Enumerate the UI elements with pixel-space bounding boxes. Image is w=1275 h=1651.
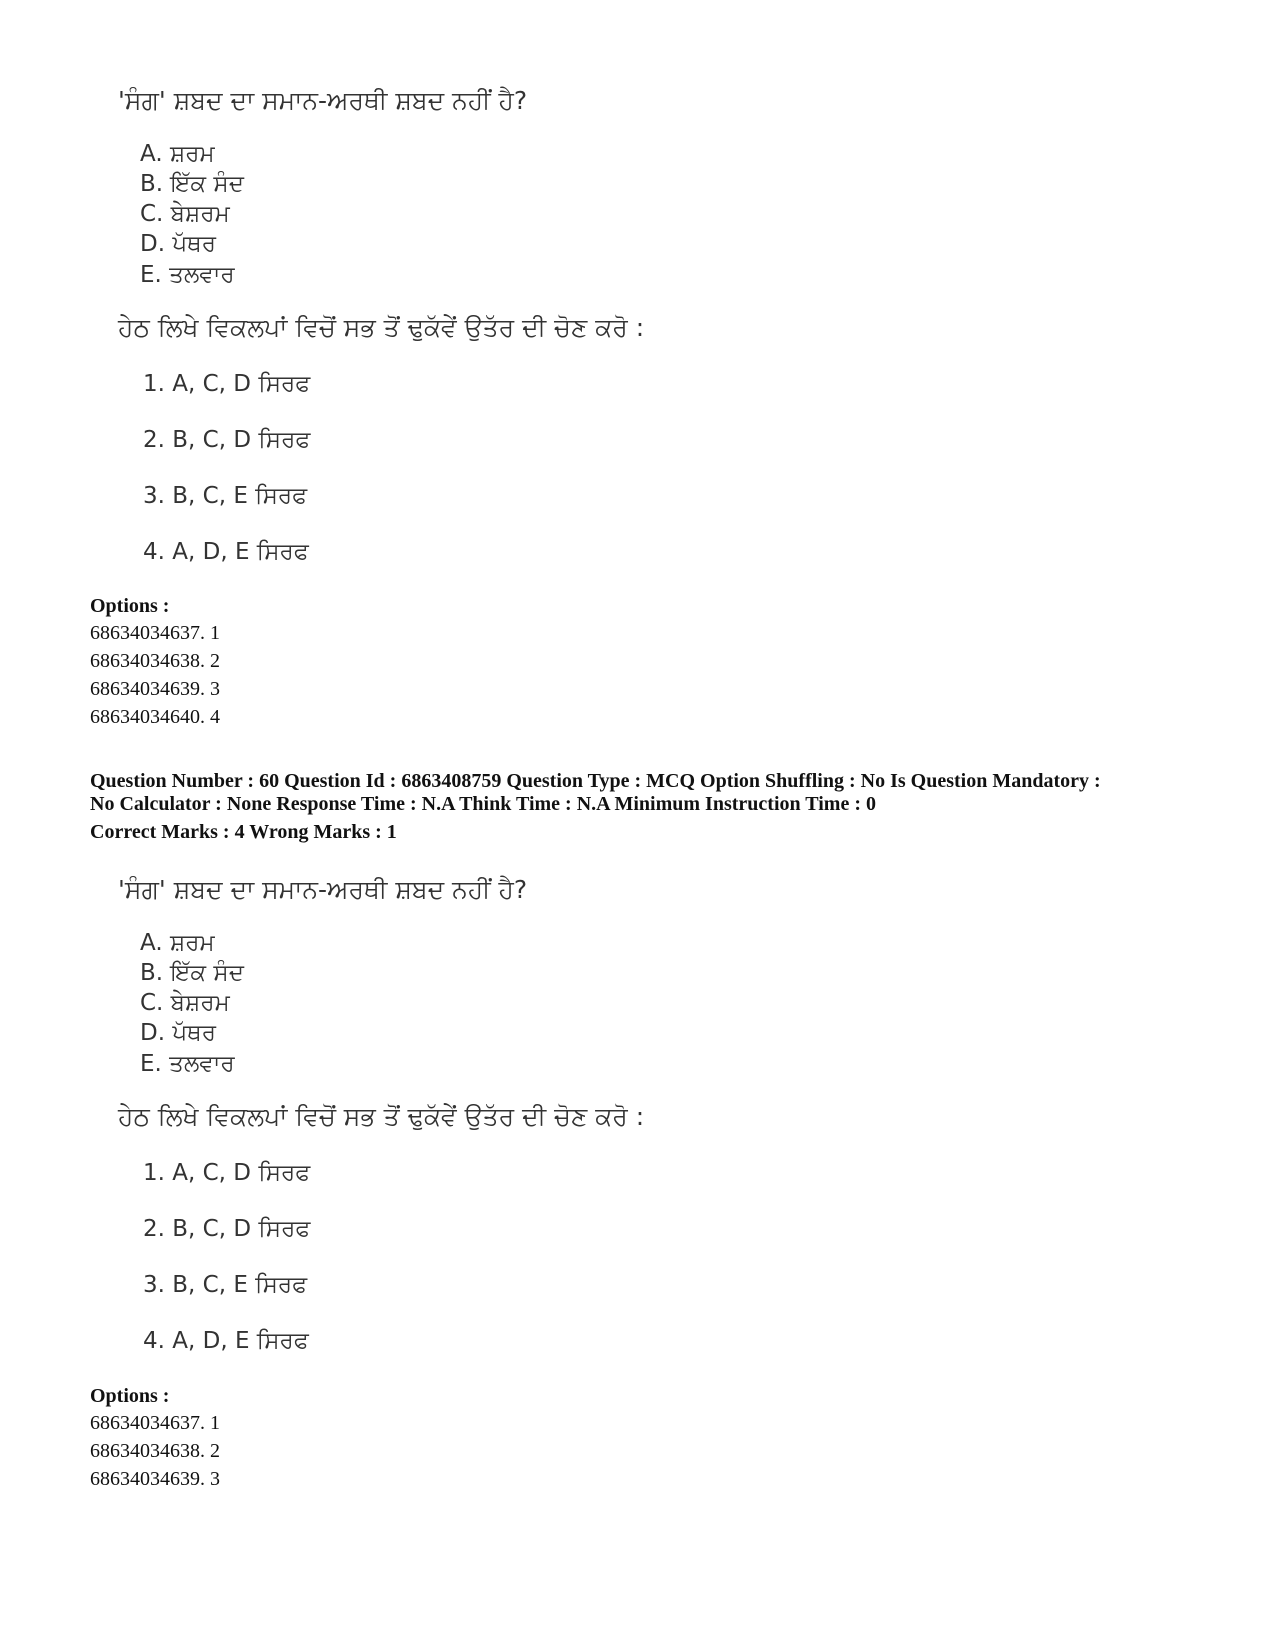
choice-4: 4. A, D, E ਸਿਰਫ xyxy=(143,1328,309,1354)
statement-e: E. ਤਲਵਾਰ xyxy=(140,1051,235,1077)
choice-1: 1. A, C, D ਸਿਰਫ xyxy=(143,1160,311,1186)
options-label: Options : xyxy=(90,1385,170,1407)
statement-e: E. ਤਲਵਾਰ xyxy=(140,262,235,288)
option-line: 68634034637. 1 xyxy=(90,622,220,644)
statement-c: C. ਬੇਸ਼ਰਮ xyxy=(140,990,230,1016)
statement-d: D. ਪੱਥਰ xyxy=(140,231,217,257)
choice-4: 4. A, D, E ਸਿਰਫ xyxy=(143,539,309,565)
choice-2: 2. B, C, D ਸਿਰਫ xyxy=(143,427,311,453)
choice-1: 1. A, C, D ਸਿਰਫ xyxy=(143,371,311,397)
option-line: 68634034638. 2 xyxy=(90,650,220,672)
option-line: 68634034638. 2 xyxy=(90,1440,220,1462)
options-label: Options : xyxy=(90,595,170,617)
option-line: 68634034639. 3 xyxy=(90,678,220,700)
statement-a: A. ਸ਼ਰਮ xyxy=(140,930,215,956)
choice-2: 2. B, C, D ਸਿਰਫ xyxy=(143,1216,311,1242)
option-line: 68634034640. 4 xyxy=(90,706,220,728)
marks-line: Correct Marks : 4 Wrong Marks : 1 xyxy=(90,821,397,843)
option-line: 68634034637. 1 xyxy=(90,1412,220,1434)
choice-3: 3. B, C, E ਸਿਰਫ xyxy=(143,1272,308,1298)
statement-d: D. ਪੱਥਰ xyxy=(140,1020,217,1046)
statement-b: B. ਇੱਕ ਸੰਦ xyxy=(140,171,244,197)
meta-line-2: No Calculator : None Response Time : N.A Think Time : N.A Minimum Instruction Time : 0 xyxy=(90,793,876,815)
statement-b: B. ਇੱਕ ਸੰਦ xyxy=(140,960,244,986)
question-prompt: 'ਸੰਗ' ਸ਼ਬਦ ਦਾ ਸਮਾਨ-ਅਰਥੀ ਸ਼ਬਦ ਨਹੀਂ ਹੈ? xyxy=(118,86,528,115)
question-instruction: ਹੇਠ ਲਿਖੇ ਵਿਕਲਪਾਂ ਵਿਚੋਂ ਸਭ ਤੋਂ ਢੁਕੱਵੇਂ ਉਤੱਰ ਦੀ ਚੋਣ ਕਰੋ : xyxy=(118,1102,645,1131)
statement-a: A. ਸ਼ਰਮ xyxy=(140,141,215,167)
meta-line-1: Question Number : 60 Question Id : 6863408759 Question Type : MCQ Option Shuffling : No Is Question Mandatory : xyxy=(90,770,1101,792)
choice-3: 3. B, C, E ਸਿਰਫ xyxy=(143,483,308,509)
statement-c: C. ਬੇਸ਼ਰਮ xyxy=(140,201,230,227)
question-prompt: 'ਸੰਗ' ਸ਼ਬਦ ਦਾ ਸਮਾਨ-ਅਰਥੀ ਸ਼ਬਦ ਨਹੀਂ ਹੈ? xyxy=(118,875,528,904)
question-instruction: ਹੇਠ ਲਿਖੇ ਵਿਕਲਪਾਂ ਵਿਚੋਂ ਸਭ ਤੋਂ ਢੁਕੱਵੇਂ ਉਤੱਰ ਦੀ ਚੋਣ ਕਰੋ : xyxy=(118,313,645,342)
option-line: 68634034639. 3 xyxy=(90,1468,220,1490)
